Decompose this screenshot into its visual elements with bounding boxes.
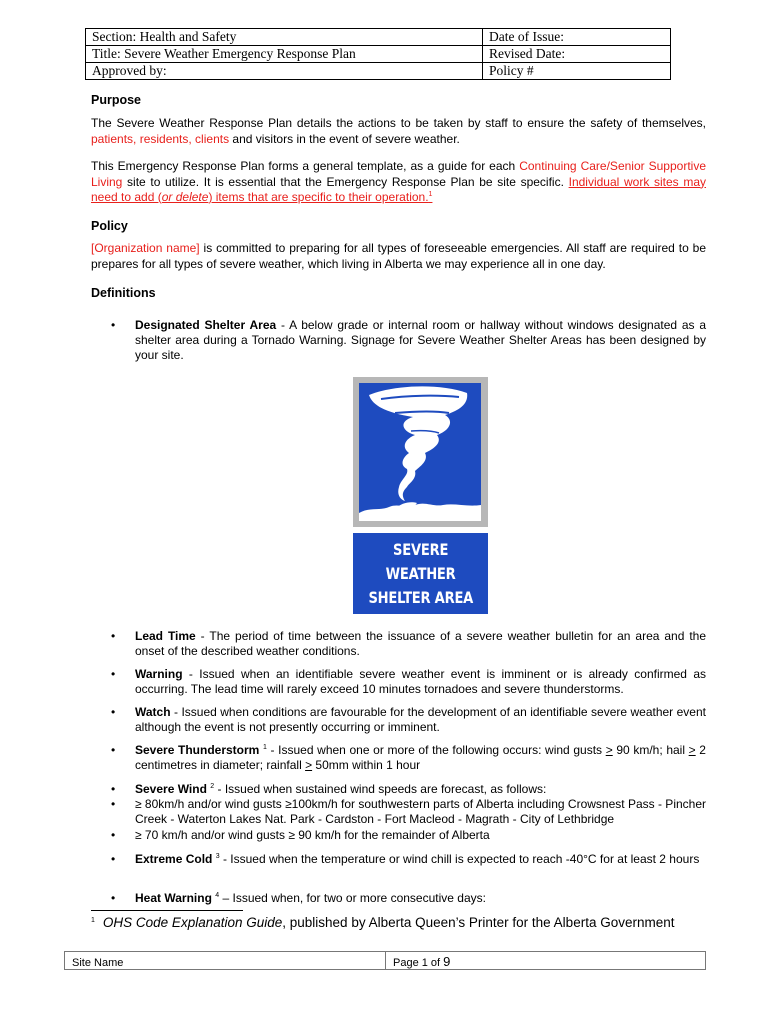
purpose-text: The Severe Weather Response Plan details the actions to be taken by staff to ensure the safety of themselves, (91, 116, 706, 130)
sign-label-panel (353, 533, 488, 614)
definition-text: – Issued when, for two or more consecutive days: (219, 891, 486, 905)
purpose-p2-red: Continuing Care/Senior Supportive Living (91, 159, 706, 189)
title-cell: Title: Severe Weather Emergency Response Plan (86, 46, 483, 63)
footer-table (64, 951, 706, 970)
term: Warning (135, 667, 183, 681)
footnote-ref: 1 (262, 744, 267, 751)
purpose-heading: Purpose (91, 93, 142, 107)
footnote-separator (91, 910, 243, 911)
ge-symbol: > (688, 743, 696, 757)
sign-line-2: WEATHER (385, 563, 456, 583)
date-of-issue-cell: Date of Issue: (483, 29, 671, 46)
approved-by-cell: Approved by: (86, 63, 483, 80)
footnote (91, 915, 675, 930)
purpose-text-end: and visitors in the event of severe weather. (229, 131, 460, 146)
footnote-title: OHS Code Explanation Guide (102, 915, 283, 930)
footnote-text: , published by Alberta Queen’s Printer for the Alberta Government (282, 915, 675, 930)
ge-symbol: > (305, 758, 313, 772)
definition-warning (135, 667, 706, 697)
footnote-ref: 2 (210, 783, 215, 790)
severe-wind-sub-item-2: ≥ 70 km/h and/or wind gusts ≥ 90 km/h for the remainder of Alberta (135, 828, 490, 842)
sign-line-1: SEVERE (392, 539, 449, 559)
term: Severe Thunderstorm (135, 743, 260, 757)
definition-extreme-cold (135, 852, 706, 867)
page-total: 9 (443, 954, 451, 969)
definition-text: - Issued when conditions are favourable for the development of an identifiable severe weather event although the event is not presently occurring or imminent. (135, 705, 706, 734)
footnote-ref: 1 (428, 191, 433, 198)
definition-lead-time (135, 629, 706, 659)
definition-severe-thunderstorm (135, 743, 706, 773)
term: Designated Shelter Area (135, 318, 277, 332)
term: Severe Wind (135, 782, 207, 796)
definition-watch (135, 705, 706, 735)
sign-tornado-panel (359, 383, 481, 521)
ge-symbol: > (605, 743, 613, 757)
definition-text: 90 km/h; hail (612, 743, 689, 757)
footnote-ref: 3 (215, 853, 220, 860)
definition-text: 2 centimetres in diameter; rainfall (135, 743, 706, 772)
policy-text: is committed to preparing for all types of foreseeable emergencies. All staff are required to be prepares for all types of severe weather, which living in Alberta we may experience all in one day. (91, 241, 706, 271)
footnote-mark: 1 (91, 916, 95, 924)
term: Heat Warning (135, 891, 212, 905)
page-prefix: Page 1 of (393, 957, 444, 969)
underlined-part-2: ) items that are specific to their operation. (208, 190, 429, 204)
definitions-heading: Definitions (91, 286, 156, 300)
definition-text: - Issued when one or more of the following occurs: wind gusts (266, 743, 606, 757)
sign-frame (353, 377, 488, 527)
bullet: • (111, 828, 116, 842)
bullet: • (111, 667, 116, 681)
purpose-red-text: patients, residents, clients (91, 131, 230, 146)
organization-name-placeholder: [Organization name] (91, 241, 200, 255)
bullet: • (111, 743, 116, 757)
purpose-paragraph-2 (91, 159, 706, 206)
severe-wind-sub-item-1: ≥ 80km/h and/or wind gusts ≥100km/h for southwestern parts of Alberta including Crowsnest Pass - Pincher Creek - Waterton Lakes Nat. Park - Cardston - Fort Macleod - Magrath - City of Lethbridge (135, 797, 706, 826)
purpose-p2-text-2: site to utilize. It is essential that the Emergency Response Plan be site specific. (122, 174, 569, 189)
definition-shelter-area (135, 318, 706, 363)
sign-line-3: SHELTER AREA (368, 587, 473, 607)
definition-text: 50mm within 1 hour (312, 758, 421, 772)
revised-date-cell: Revised Date: (483, 46, 671, 63)
term: Extreme Cold (135, 852, 213, 866)
bullet: • (111, 705, 116, 719)
term: Watch (135, 705, 171, 719)
definition-severe-wind (135, 782, 706, 797)
term: Lead Time (135, 629, 196, 643)
footnote-ref: 4 (215, 892, 220, 899)
definition-text: - Issued when the temperature or wind chill is expected to reach -40°C for at least 2 hours (219, 852, 700, 866)
bullet: • (111, 318, 116, 332)
policy-paragraph (91, 241, 706, 272)
shelter-area-sign (353, 377, 488, 614)
definition-text: - A below grade or internal room or hallway without windows designated as a shelter area during a Tornado Warning. Signage for Severe Weather Shelter Areas has been designed by your site. (135, 318, 706, 362)
definition-text: - Issued when sustained wind speeds are forecast, as follows: (214, 782, 547, 796)
bullet: • (111, 891, 116, 905)
header-table (85, 28, 671, 80)
purpose-paragraph-1 (91, 116, 706, 147)
bullet: • (111, 797, 116, 811)
section-cell: Section: Health and Safety (86, 29, 483, 46)
definition-text: - Issued when an identifiable severe weather event is imminent or is already confirmed as occurring. The lead time will rarely exceed 10 minutes tornadoes and severe thunderstorms. (135, 667, 706, 696)
underlined-part-1: Individual work sites may need to add ( (91, 174, 706, 204)
definition-text: - The period of time between the issuance of a severe weather bulletin for an area and the onset of the described weather conditions. (135, 629, 707, 658)
tornado-icon (359, 383, 481, 521)
underlined-emphasis: or delete (161, 190, 209, 204)
bullet: • (111, 852, 116, 866)
site-name-cell: Site Name (65, 952, 386, 970)
definition-heat-warning (135, 891, 706, 906)
bullet: • (111, 629, 116, 643)
policy-heading: Policy (91, 219, 128, 233)
policy-number-cell: Policy # (483, 63, 671, 80)
bullet: • (111, 782, 116, 796)
page-number-cell (386, 952, 706, 970)
purpose-p2-text: This Emergency Response Plan forms a general template, as a guide for each (91, 159, 520, 173)
